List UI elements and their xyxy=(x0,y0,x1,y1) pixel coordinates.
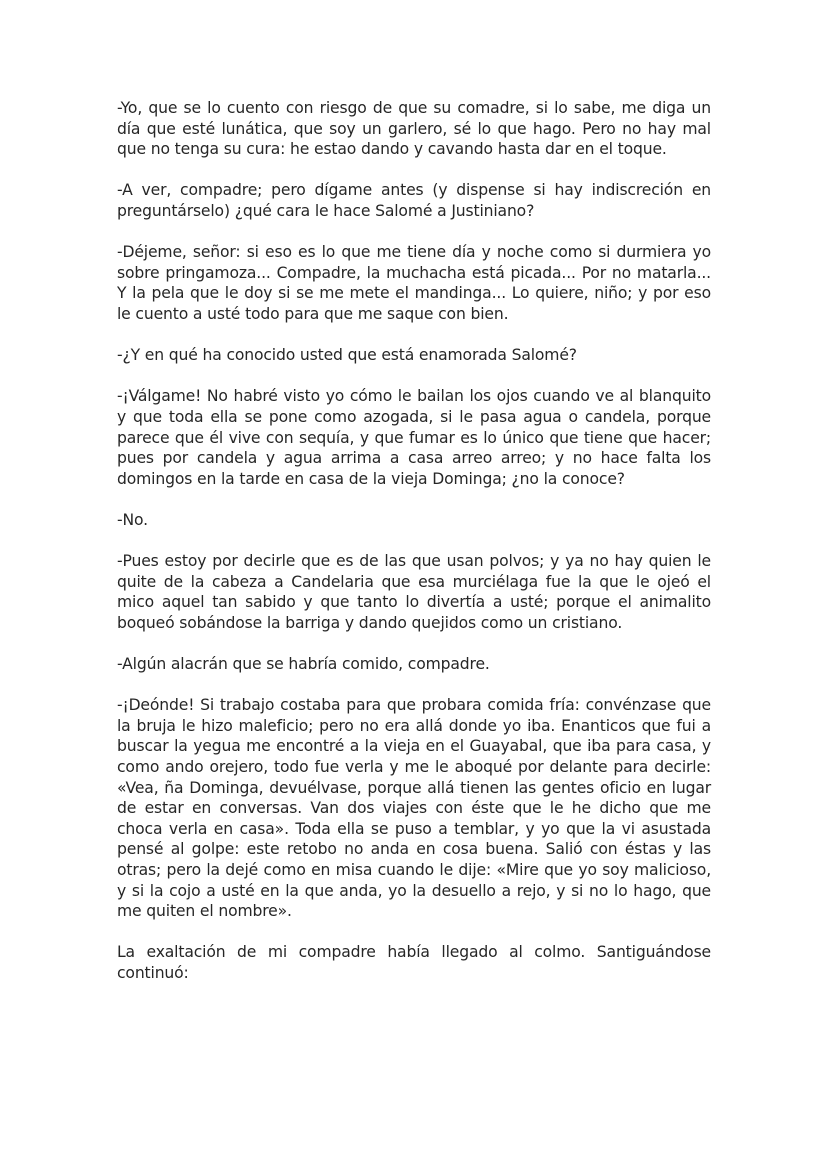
paragraph-dialogue-3: -Déjeme, señor: si eso es lo que me tiene día y noche como si durmiera yo sobre pringamoza... Compadre, la muchacha está picada... Por no matarla... Y la pela que le doy si se me mete el mandinga... Lo quiere, niño; y por eso le cuento a usté todo para que me saque con bien. xyxy=(117,243,711,323)
paragraph-dialogue-6: -No. xyxy=(117,510,148,529)
paragraph-dialogue-7: -Pues estoy por decirle que es de las que usan polvos; y ya no hay quien le quite de la cabeza a Candelaria que esa murciélaga fue la que le ojeó el mico aquel tan sabido y que tanto lo divertía a usté; porque el animalito boqueó sobándose la barriga y dando quejidos como un cristiano. xyxy=(117,552,711,632)
paragraph-dialogue-2: -A ver, compadre; pero dígame antes (y dispense si hay indiscreción en preguntárselo) ¿qué cara le hace Salomé a Justiniano? xyxy=(117,181,711,220)
paragraph-dialogue-1: -Yo, que se lo cuento con riesgo de que su comadre, si lo sabe, me diga un día que esté lunática, que soy un garlero, sé lo que hago. Pero no hay mal que no tenga su cura: he estao dando y cavando hasta dar en el toque. xyxy=(117,99,711,159)
paragraph-dialogue-8: -Algún alacrán que se habría comido, compadre. xyxy=(117,655,490,674)
paragraph-dialogue-4: -¿Y en qué ha conocido usted que está enamorada Salomé? xyxy=(117,346,577,365)
paragraph-dialogue-5: -¡Válgame! No habré visto yo cómo le bailan los ojos cuando ve al blanquito y que toda ella se pone como azogada, si le pasa agua o candela, porque parece que él vive con sequía, y que fumar es lo único que tiene que hacer; pues por candela y agua arrima a casa arreo arreo; y no hace falta los domingos en la tarde en casa de la vieja Dominga; ¿no la conoce? xyxy=(117,387,711,488)
document-page xyxy=(117,98,711,1004)
paragraph-narration: La exaltación de mi compadre había llegado al colmo. Santiguándose continuó: xyxy=(117,943,711,982)
paragraph-dialogue-9: -¡Deónde! Si trabajo costaba para que probara comida fría: convénzase que la bruja le hizo maleficio; pero no era allá donde yo iba. Enanticos que fui a buscar la yegua me encontré a la vieja en el Guayabal, que iba para casa, y como ando orejero, todo fue verla y me le aboqué por delante para decirle: «Vea, ña Dominga, devuélvase, porque allá tienen las gentes oficio en lugar de estar en conversas. Van dos viajes con éste que le he dicho que me choca verla en casa». Toda ella se puso a temblar, y yo que la vi asustada pensé al golpe: este retobo no anda en cosa buena. Salió con éstas y las otras; pero la dejé como en misa cuando le dije: «Mire que yo soy malicioso, y si la cojo a usté en la que anda, yo la desuello a rejo, y si no lo hago, que me quiten el nombre». xyxy=(117,696,711,921)
